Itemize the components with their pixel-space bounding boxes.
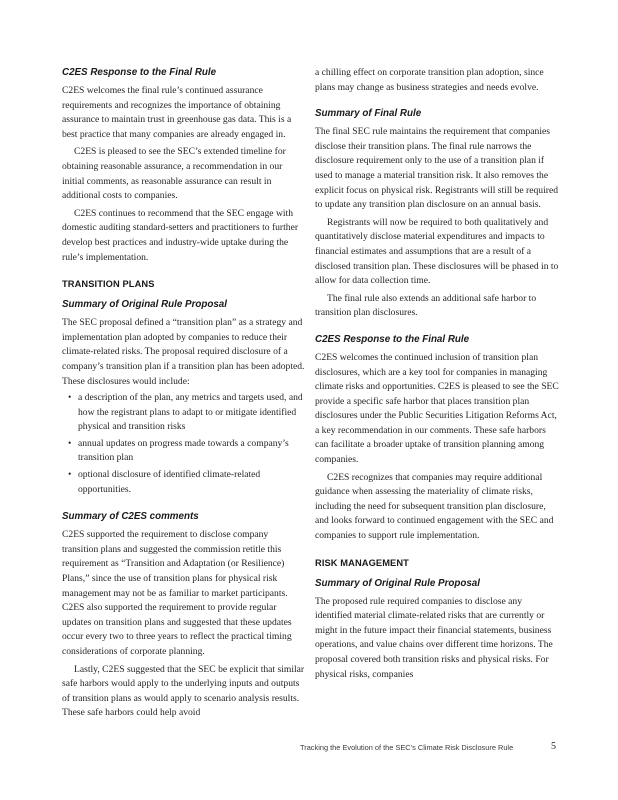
page-number: 5 <box>551 741 556 752</box>
subheading-c2es-comments: Summary of C2ES comments <box>62 511 199 523</box>
paragraph: The final rule also extends an additional safe harbor to transition plan disclosures. <box>315 292 537 319</box>
paragraph: C2ES supported the requirement to disclose company transition plans and suggested the commission retitle this requirement as “Transition and Adaptation (or Resilience) Plans,” since the use of transition plans for physical risk management may not be as familiar to market participants. C2ES also supported the requirement to provide regular updates on transition plans and suggested that these updates occur every two to three years to reflect the practical timing considerations of corporate planning. <box>62 529 292 657</box>
section-heading-risk-management: RISK MANAGEMENT <box>315 557 409 568</box>
paragraph: a chilling effect on corporate transition plan adoption, since plans may change as business strategies and needs evolve. <box>315 67 544 93</box>
list-item-text: annual updates on progress made towards a company’s transition plan <box>78 437 289 464</box>
subheading-original-rule: Summary of Original Rule Proposal <box>315 577 480 589</box>
bullet-list <box>62 391 306 497</box>
paragraph: The final SEC rule maintains the requirement that companies disclose their transition plans. The final rule narrows the disclosure requirement only to the use of a transition plan if used to manage a material transition risk. It also removes the explicit focus on physical risk. Registrants will still be required to update any transition plan disclosure on an annual basis. <box>315 126 558 211</box>
paragraph: C2ES is pleased to see the SEC’s extended timeline for obtaining reasonable assurance, a recommendation in our initial comments, as reasonable assurance can result in additional costs to companies. <box>62 146 286 202</box>
paragraph: The SEC proposal defined a “transition plan” as a strategy and implementation plan adopted by companies to reduce their climate-related risks. The proposal required disclosure of a company’s transition plan if a transition plan has been adopted. These disclosures would include: <box>62 317 305 387</box>
footer-title: Tracking the Evolution of the SEC’s Climate Risk Disclosure Rule <box>300 743 514 752</box>
paragraph: Lastly, C2ES suggested that the SEC be explicit that similar safe harbors would apply to the underlying inputs and outputs of transition plans as would apply to scenario analysis results. These safe harbors could help avoid <box>62 663 305 719</box>
list-item-text: a description of the plan, any metrics and targets used, and how the registrant plans to adapt to or mitigate identified physical and transition risks <box>78 392 303 433</box>
section-heading-transition-plans: TRANSITION PLANS <box>62 279 155 290</box>
subheading-original-rule: Summary of Original Rule Proposal <box>62 299 227 311</box>
paragraph: C2ES welcomes the continued inclusion of transition plan disclosures, which are a key tool for companies in managing climate risks and opportunities. C2ES is pleased to see the SEC provide a specific safe harbor that places transition plan disclosures under the Public Securities Litigation Reforms Act, a key recommendation in our comments. These safe harbors can facilitate a broader uptake of transition planning among companies. <box>315 351 559 466</box>
bullet-icon: • <box>68 437 72 449</box>
page-footer <box>300 743 558 752</box>
list-item-text: optional disclosure of identified climate-related opportunities. <box>78 469 261 495</box>
paragraph: Registrants will now be required to both qualitatively and quantitatively disclose material expenditures and impacts to financial estimates and assumptions that are a result of a disclosed transition plan. These disclosures will be phased in to allow for data collection time. <box>315 216 559 287</box>
list-item <box>68 391 306 435</box>
list-item <box>68 437 306 466</box>
subheading-c2es-response: C2ES Response to the Final Rule <box>315 333 470 345</box>
bullet-icon: • <box>68 469 72 481</box>
paragraph: C2ES recognizes that companies may require additional guidance when assessing the materiality of climate risks, including the need for subsequent transition plan disclosure, and looks forward to continued engagement with the SEC and companies to support rule implementation. <box>315 471 554 542</box>
list-item <box>68 468 306 497</box>
right-column <box>315 66 559 682</box>
paragraph: C2ES continues to recommend that the SEC engage with domestic auditing standard-setters and practitioners to further develop best practices and industry-wide uptake during the rule’s implementation. <box>62 207 299 263</box>
paragraph: C2ES welcomes the final rule’s continued assurance requirements and recognizes the importance of obtaining assurance to maintain trust in greenhouse gas data. This is a best practice that many companies are already engaged in. <box>62 85 292 140</box>
paragraph: The proposed rule required companies to disclose any identified material climate-related risks that are currently or might in the future impact their financial statements, business operations, and value chains over different time horizons. The proposal covered both transition risks and physical risks. For physical risks, companies <box>315 595 553 680</box>
left-column <box>62 66 306 721</box>
subheading-final-rule-summary: Summary of Final Rule <box>315 108 422 120</box>
subheading-c2es-response: C2ES Response to the Final Rule <box>62 67 217 78</box>
bullet-icon: • <box>68 392 72 404</box>
